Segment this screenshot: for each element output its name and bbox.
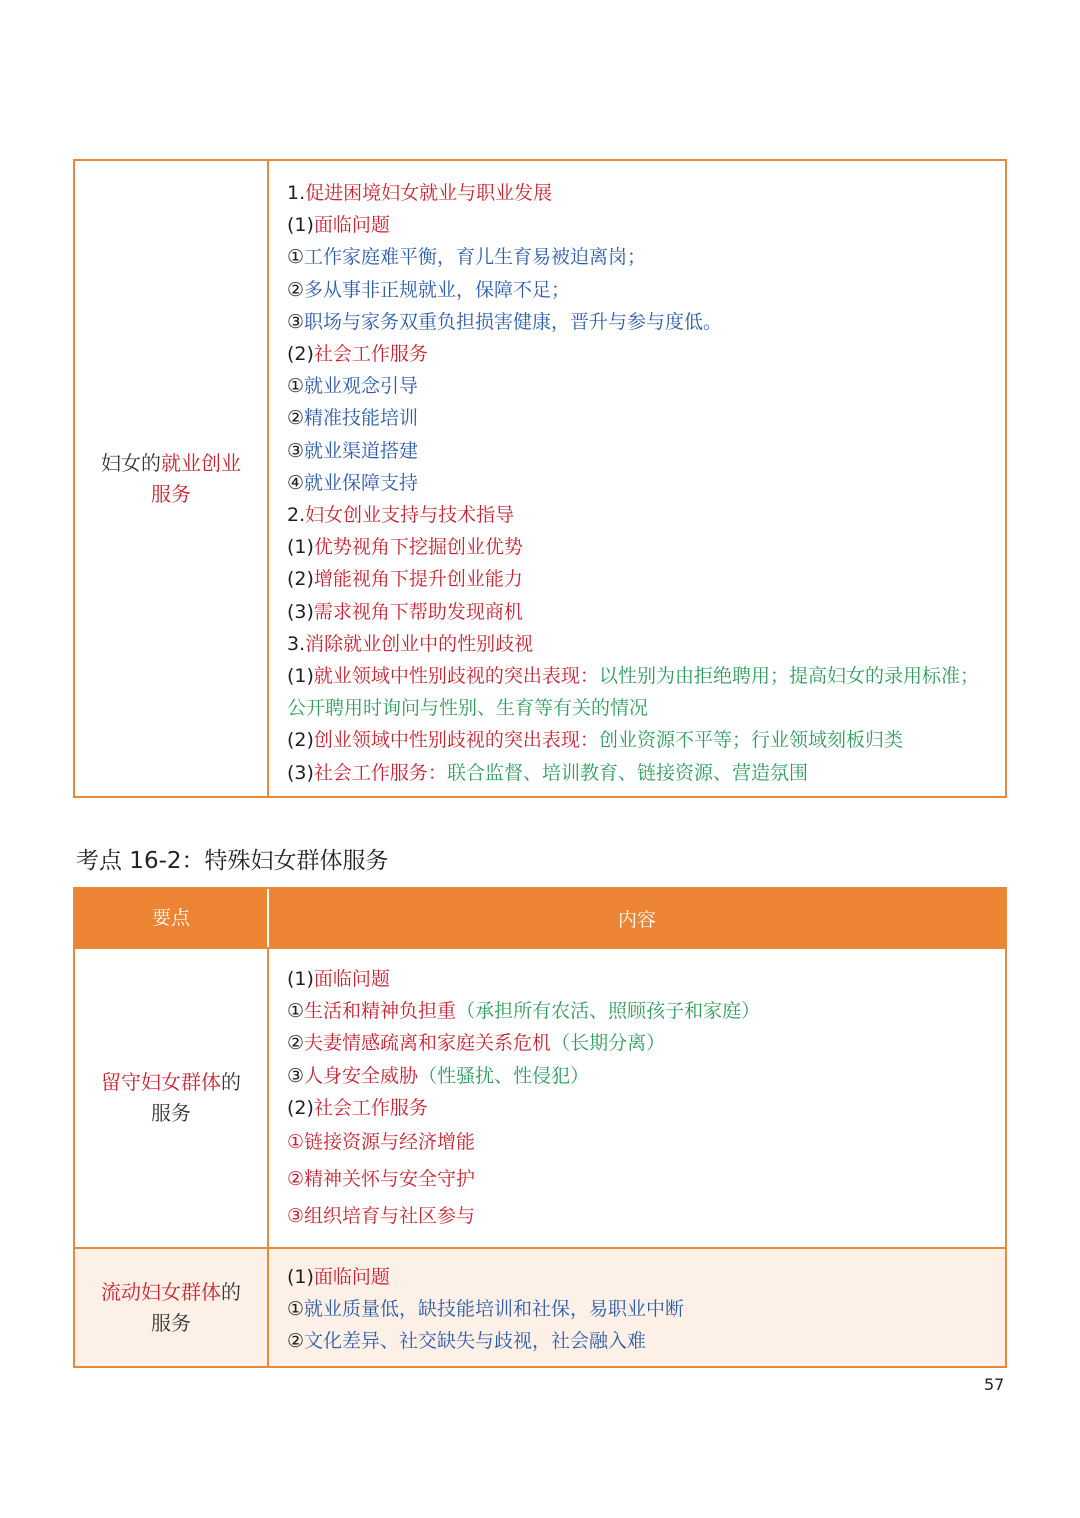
item-prefix: ② [287,1032,305,1055]
item-text: 社会工作服务 [313,343,428,366]
item-prefix: ① [287,1298,305,1321]
list-item [287,995,987,1027]
item-text: 文化差异、社交缺失与歧视，社会融入难 [304,1330,647,1353]
item-prefix: ③ [287,1064,305,1087]
item-note: 联合监督、培训教育、链接资源、营造氛围 [446,761,808,784]
list-item [287,370,987,402]
label-black: 的 [221,1279,241,1304]
list-item [287,338,987,370]
item-prefix: ② [287,278,305,301]
item-text: 就业观念引导 [304,375,419,398]
item-prefix: ③ [287,310,305,333]
list-item [287,241,987,273]
list-item [287,660,987,724]
list-item [287,628,987,660]
list-item [287,1261,987,1293]
item-text: 工作家庭难平衡，育儿生育易被迫离岗； [304,246,647,269]
item-text: 社会工作服务 [313,1096,428,1119]
item-prefix: (2) [287,1096,314,1119]
item-text: 增能视角下提升创业能力 [313,568,523,591]
item-text: 就业质量低，缺技能培训和社保，易职业中断 [304,1298,685,1321]
item-text: 就业渠道搭建 [304,439,419,462]
section-heading: 考点 16-2：特殊妇女群体服务 [76,848,389,874]
item-prefix: ① [287,375,305,398]
label-red-2: 服务 [151,481,191,506]
item-note: （长期分离） [551,1032,666,1055]
item-text: 需求视角下帮助发现商机 [313,600,523,623]
item-prefix: ④ [287,471,305,494]
item-text: 面临问题 [313,968,390,990]
item-text: 夫妻情感疏离和家庭关系危机 [304,1032,552,1055]
table-header [75,889,1005,947]
label-red: 流动妇女群体 [101,1279,221,1304]
employment-content [269,161,1005,796]
list-item: ①链接资源与经济增能 [287,1131,476,1154]
item-text: 多从事非正规就业，保障不足； [304,278,571,301]
item-note: （性骚扰、性侵犯） [418,1064,590,1087]
item-text: 精准技能培训 [304,407,419,430]
item-prefix: ③ [287,439,305,462]
list-item [287,306,987,338]
item-text: 创业领域中性别歧视的突出表现： [313,729,599,752]
header-key-points: 要点 [75,889,269,947]
item-prefix: ② [287,1330,305,1353]
item-prefix: (2) [287,729,314,752]
list-item [287,563,987,595]
employment-table [73,159,1007,798]
list-item [287,596,987,628]
item-text: 人身安全威胁 [304,1064,419,1087]
list-item [287,435,987,467]
label-red: 就业创业 [161,450,241,475]
list-item [287,499,987,531]
item-note: （承担所有农活、照顾孩子和家庭） [456,1000,761,1023]
list-item [287,1325,987,1357]
item-prefix: (1) [287,1266,314,1288]
list-item [287,402,987,434]
list-item [287,467,987,499]
item-prefix: (2) [287,343,314,366]
item-text: 促进困境妇女就业与职业发展 [305,182,553,204]
list-item [287,724,987,756]
row-label-migrant [75,1249,269,1366]
item-prefix: (1) [287,214,314,237]
item-note: 创业资源不平等；行业领域刻板归类 [598,729,903,752]
header-content: 内容 [269,889,1005,947]
item-text: 就业保障支持 [304,471,419,494]
item-prefix: ② [287,407,305,430]
list-item [287,963,987,995]
item-prefix: (3) [287,761,314,784]
list-item [287,757,987,789]
table-row-left-behind [75,947,1005,1247]
list-item [287,1092,987,1124]
item-text: 就业领域中性别歧视的突出表现： [313,665,599,688]
list-item [287,1060,987,1092]
table-row-migrant [75,1247,1005,1366]
item-text: 社会工作服务： [313,761,447,784]
list-item [287,274,987,306]
label-black: 的 [221,1070,241,1094]
item-prefix: 3. [287,632,306,655]
migrant-content [269,1249,1005,1366]
item-prefix: ① [287,1000,305,1023]
item-text: 优势视角下挖掘创业优势 [313,536,523,559]
list-item [287,1293,987,1325]
label-black: 妇女的 [101,450,161,475]
item-text: 职场与家务双重负担损害健康，晋升与参与度低。 [304,310,723,333]
row-label-left-behind [75,949,269,1247]
label-black-2: 服务 [151,1310,191,1335]
item-prefix: (3) [287,600,314,623]
item-prefix: 2. [287,504,306,527]
item-text: 面临问题 [313,1266,390,1288]
item-text: 生活和精神负担重 [304,1000,457,1023]
item-text: 消除就业创业中的性别歧视 [305,632,534,655]
list-item [287,1027,987,1059]
item-text: 妇女创业支持与技术指导 [305,504,515,527]
item-prefix: (1) [287,665,314,688]
list-item: ②精神关怀与安全守护 [287,1168,476,1191]
item-prefix: 1. [287,182,306,204]
list-item: ③组织培育与社区参与 [287,1205,476,1228]
label-black-2: 服务 [151,1101,191,1125]
list-item [287,531,987,563]
list-item [287,177,987,209]
label-red: 留守妇女群体 [101,1070,221,1094]
list-item [287,209,987,241]
item-prefix: (1) [287,968,314,990]
item-prefix: (1) [287,536,314,559]
item-note: 以性别为由拒绝聘用；提高妇女的录用标准；公开聘用时询问与性别、生育等有关的情况 [287,665,979,720]
item-prefix: ① [287,246,305,269]
item-text: 面临问题 [313,214,390,237]
row-label-employment [75,161,269,796]
special-groups-table [73,887,1007,1368]
item-prefix: (2) [287,568,314,591]
left-behind-content [269,949,1005,1247]
page-number: 57 [984,1375,1005,1394]
